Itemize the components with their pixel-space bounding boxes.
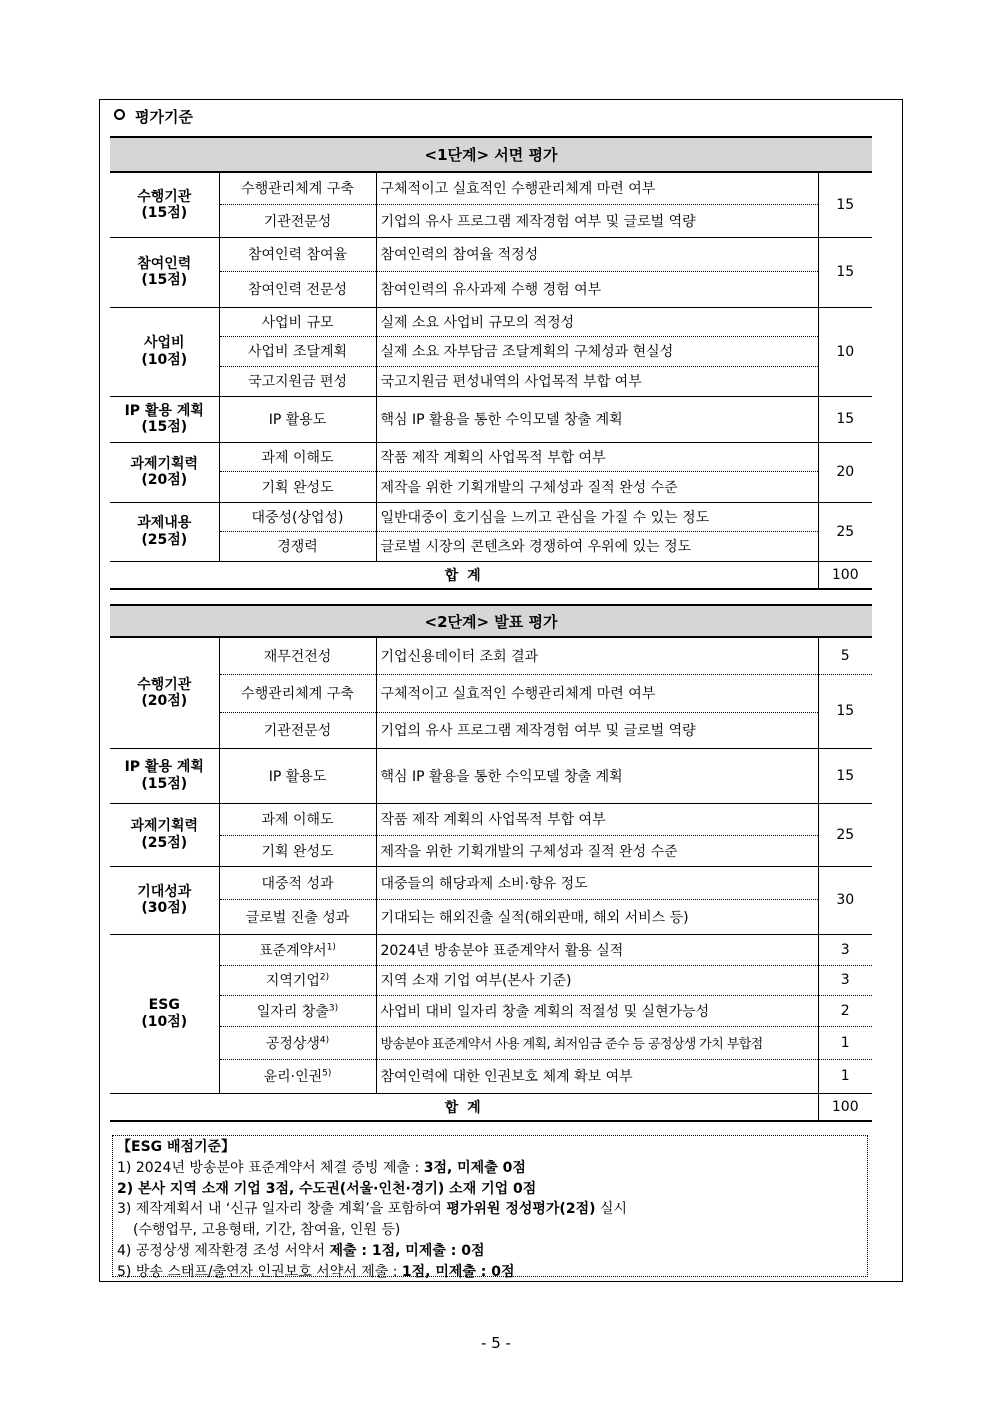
section-title-text: 평가기준 bbox=[135, 108, 193, 126]
item-desc: 기대되는 해외진출 실적(해외판매, 해외 서비스 등) bbox=[376, 899, 818, 934]
item-name: IP 활용도 bbox=[219, 748, 376, 803]
category-points: (20점) bbox=[141, 692, 188, 709]
category-points: (10점) bbox=[141, 351, 188, 368]
item-name: 글로벌 진출 성과 bbox=[219, 899, 376, 934]
esg-scoring-notes bbox=[112, 1135, 868, 1280]
category-name: 사업비 bbox=[143, 335, 185, 352]
item-desc: 참여인력의 유사과제 수행 경험 여부 bbox=[376, 271, 818, 307]
item-score: 3 bbox=[818, 965, 872, 995]
item-name-text: 공정상생 bbox=[265, 1035, 320, 1052]
item-name: 경쟁력 bbox=[219, 531, 376, 561]
item-desc: 대중들의 해당과제 소비·향유 정도 bbox=[376, 866, 818, 899]
item-score: 15 bbox=[818, 396, 872, 442]
item-score: 5 bbox=[818, 637, 872, 674]
note-3-detail: (수행업무, 고용형태, 기간, 참여율, 인원 등) bbox=[133, 1222, 401, 1239]
category-points: (10점) bbox=[141, 1013, 188, 1030]
stage1-category-cell bbox=[110, 307, 219, 396]
item-desc: 실제 소요 자부담금 조달계획의 구체성과 현실성 bbox=[376, 336, 818, 366]
category-name: 과제내용 bbox=[137, 515, 192, 532]
notes-title: 【ESG 배점기준】 bbox=[117, 1139, 236, 1155]
stage2-category-cell bbox=[110, 866, 219, 934]
category-name: IP 활용 계획 bbox=[124, 402, 204, 419]
stage2-title: <2단계> 발표 평가 bbox=[110, 605, 872, 637]
item-name: 재무건전성 bbox=[219, 637, 376, 674]
category-name: 참여인력 bbox=[137, 255, 192, 272]
item-desc: 방송분야 표준계약서 사용 계획, 최저임금 준수 등 공정상생 가치 부합점 bbox=[376, 1026, 818, 1059]
stage1-table bbox=[110, 136, 872, 590]
item-desc: 핵심 IP 활용을 통한 수익모델 창출 계획 bbox=[376, 748, 818, 803]
page-number: - 5 - bbox=[481, 1334, 511, 1352]
note-bold-text: 1점, 미제출 : 0점 bbox=[401, 1263, 515, 1280]
item-desc: 지역 소재 기업 여부(본사 기준) bbox=[376, 965, 818, 995]
stage1-category-cell bbox=[110, 172, 219, 237]
category-points: (15점) bbox=[141, 204, 188, 221]
item-name-text: 윤리·인권 bbox=[263, 1069, 323, 1085]
item-desc: 국고지원금 편성내역의 사업목적 부합 여부 bbox=[376, 366, 818, 396]
item-desc: 참여인력의 참여율 적정성 bbox=[376, 237, 818, 271]
stage1-title: <1단계> 서면 평가 bbox=[110, 137, 872, 172]
item-score: 25 bbox=[818, 803, 872, 866]
category-points: (15점) bbox=[141, 775, 188, 792]
note-bold-text: 제출 : 1점, 미제출 : 0점 bbox=[329, 1242, 485, 1259]
item-desc: 일반대중이 호기심을 느끼고 관심을 가질 수 있는 정도 bbox=[376, 502, 818, 531]
item-desc: 글로벌 시장의 콘텐츠와 경쟁하여 우위에 있는 정도 bbox=[376, 531, 818, 561]
category-name: IP 활용 계획 bbox=[124, 759, 204, 776]
item-name bbox=[219, 1026, 376, 1059]
item-name bbox=[219, 965, 376, 995]
item-score: 1 bbox=[818, 1026, 872, 1059]
item-name: 기관전문성 bbox=[219, 204, 376, 237]
item-desc: 사업비 대비 일자리 창출 계획의 적절성 및 실현가능성 bbox=[376, 995, 818, 1026]
item-name-text: 표준계약서 bbox=[259, 942, 327, 959]
footnote-marker: 2) bbox=[319, 972, 330, 983]
item-name: 참여인력 전문성 bbox=[219, 271, 376, 307]
item-name: 기획 완성도 bbox=[219, 471, 376, 502]
item-score: 15 bbox=[818, 674, 872, 748]
item-desc: 제작을 위한 기획개발의 구체성과 질적 완성 수준 bbox=[376, 471, 818, 502]
note-text: 1) 2024년 방송분야 표준계약서 체결 증빙 제출 : bbox=[117, 1159, 424, 1176]
category-name: 과제기획력 bbox=[130, 455, 199, 472]
stage2-category-cell bbox=[110, 637, 219, 748]
item-score: 1 bbox=[818, 1059, 872, 1093]
item-name bbox=[219, 1059, 376, 1093]
item-name: IP 활용도 bbox=[219, 396, 376, 442]
item-name: 사업비 규모 bbox=[219, 307, 376, 336]
item-name: 대중성(상업성) bbox=[219, 502, 376, 531]
section-title bbox=[114, 106, 193, 127]
item-score: 15 bbox=[818, 172, 872, 237]
item-score: 20 bbox=[818, 442, 872, 502]
item-score: 30 bbox=[818, 866, 872, 934]
item-name: 기관전문성 bbox=[219, 712, 376, 748]
note-1 bbox=[117, 1158, 863, 1179]
item-desc: 작품 제작 계획의 사업목적 부합 여부 bbox=[376, 442, 818, 471]
note-text: 3) 제작계획서 내 ‘신규 일자리 창출 계획’을 포함하여 bbox=[117, 1201, 447, 1218]
circle-bullet-icon bbox=[114, 109, 125, 120]
item-desc: 핵심 IP 활용을 통한 수익모델 창출 계획 bbox=[376, 396, 818, 442]
item-desc: 구체적이고 실효적인 수행관리체계 마련 여부 bbox=[376, 172, 818, 204]
stage2-table bbox=[110, 604, 872, 1122]
item-score: 15 bbox=[818, 237, 872, 307]
note-text: 5) 방송 스태프/출연자 인권보호 서약서 제출 : bbox=[117, 1263, 402, 1280]
footnote-marker: 1) bbox=[326, 941, 336, 952]
item-score: 2 bbox=[818, 995, 872, 1026]
item-score: 10 bbox=[818, 307, 872, 396]
note-2: 2) 본사 지역 소재 기업 3점, 수도권(서울·인천·경기) 소재 기업 0점 bbox=[117, 1180, 537, 1197]
item-desc: 기업의 유사 프로그램 제작경험 여부 및 글로벌 역량 bbox=[376, 712, 818, 748]
evaluation-criteria-box bbox=[99, 99, 903, 1282]
footnote-marker: 4) bbox=[319, 1034, 330, 1045]
category-points: (15점) bbox=[141, 272, 188, 288]
note-5 bbox=[117, 1262, 863, 1283]
category-name: 수행기관 bbox=[137, 188, 192, 205]
item-score: 15 bbox=[818, 748, 872, 803]
stage1-category-cell bbox=[110, 237, 219, 307]
footnote-marker: 3) bbox=[328, 1002, 339, 1013]
item-desc: 작품 제작 계획의 사업목적 부합 여부 bbox=[376, 803, 818, 835]
stage1-total-score: 100 bbox=[818, 561, 872, 589]
item-desc: 2024년 방송분야 표준계약서 활용 실적 bbox=[376, 934, 818, 965]
item-desc: 기업신용데이터 조회 결과 bbox=[376, 637, 818, 674]
item-desc: 기업의 유사 프로그램 제작경험 여부 및 글로벌 역량 bbox=[376, 204, 818, 237]
stage1-category-cell bbox=[110, 442, 219, 502]
note-3 bbox=[117, 1199, 863, 1220]
note-bold-text: 평가위원 정성평가(2점) bbox=[446, 1201, 596, 1218]
item-score: 25 bbox=[818, 502, 872, 561]
item-name-text: 지역기업 bbox=[265, 973, 320, 989]
stage2-category-cell bbox=[110, 934, 219, 1093]
stage2-total-label: 합 계 bbox=[110, 1093, 818, 1121]
item-name bbox=[219, 934, 376, 965]
category-points: (20점) bbox=[141, 472, 188, 488]
item-name: 대중적 성과 bbox=[219, 866, 376, 899]
category-points: (30점) bbox=[141, 900, 188, 916]
item-desc: 실제 소요 사업비 규모의 적정성 bbox=[376, 307, 818, 336]
category-name: 기대성과 bbox=[137, 883, 192, 900]
note-4 bbox=[117, 1241, 863, 1262]
item-score: 3 bbox=[818, 934, 872, 965]
footnote-marker: 5) bbox=[322, 1068, 332, 1079]
stage2-category-cell bbox=[110, 748, 219, 803]
stage2-total-score: 100 bbox=[818, 1093, 872, 1121]
note-bold-text: 3점, 미제출 0점 bbox=[423, 1159, 526, 1176]
item-name: 국고지원금 편성 bbox=[219, 366, 376, 396]
note-text: 실시 bbox=[595, 1201, 627, 1218]
item-name: 수행관리체계 구축 bbox=[219, 674, 376, 712]
item-name: 기획 완성도 bbox=[219, 835, 376, 866]
category-points: (25점) bbox=[141, 531, 188, 548]
item-desc: 구체적이고 실효적인 수행관리체계 마련 여부 bbox=[376, 674, 818, 712]
item-name: 과제 이해도 bbox=[219, 442, 376, 471]
stage1-category-cell bbox=[110, 396, 219, 442]
item-name bbox=[219, 995, 376, 1026]
category-name: 수행기관 bbox=[137, 676, 192, 693]
category-points: (25점) bbox=[141, 834, 188, 851]
item-desc: 제작을 위한 기획개발의 구체성과 질적 완성 수준 bbox=[376, 835, 818, 866]
category-points: (15점) bbox=[141, 419, 188, 435]
stage1-total-label: 합 계 bbox=[110, 561, 818, 589]
stage2-category-cell bbox=[110, 803, 219, 866]
item-name: 수행관리체계 구축 bbox=[219, 172, 376, 204]
category-name: ESG bbox=[148, 997, 180, 1014]
item-name-text: 일자리 창출 bbox=[256, 1003, 329, 1020]
item-desc: 참여인력에 대한 인권보호 체계 확보 여부 bbox=[376, 1059, 818, 1093]
item-name: 사업비 조달계획 bbox=[219, 336, 376, 366]
stage1-category-cell bbox=[110, 502, 219, 561]
note-text: 4) 공정상생 제작환경 조성 서약서 bbox=[117, 1242, 330, 1259]
item-name: 과제 이해도 bbox=[219, 803, 376, 835]
category-name: 과제기획력 bbox=[130, 818, 199, 835]
item-name: 참여인력 참여율 bbox=[219, 237, 376, 271]
